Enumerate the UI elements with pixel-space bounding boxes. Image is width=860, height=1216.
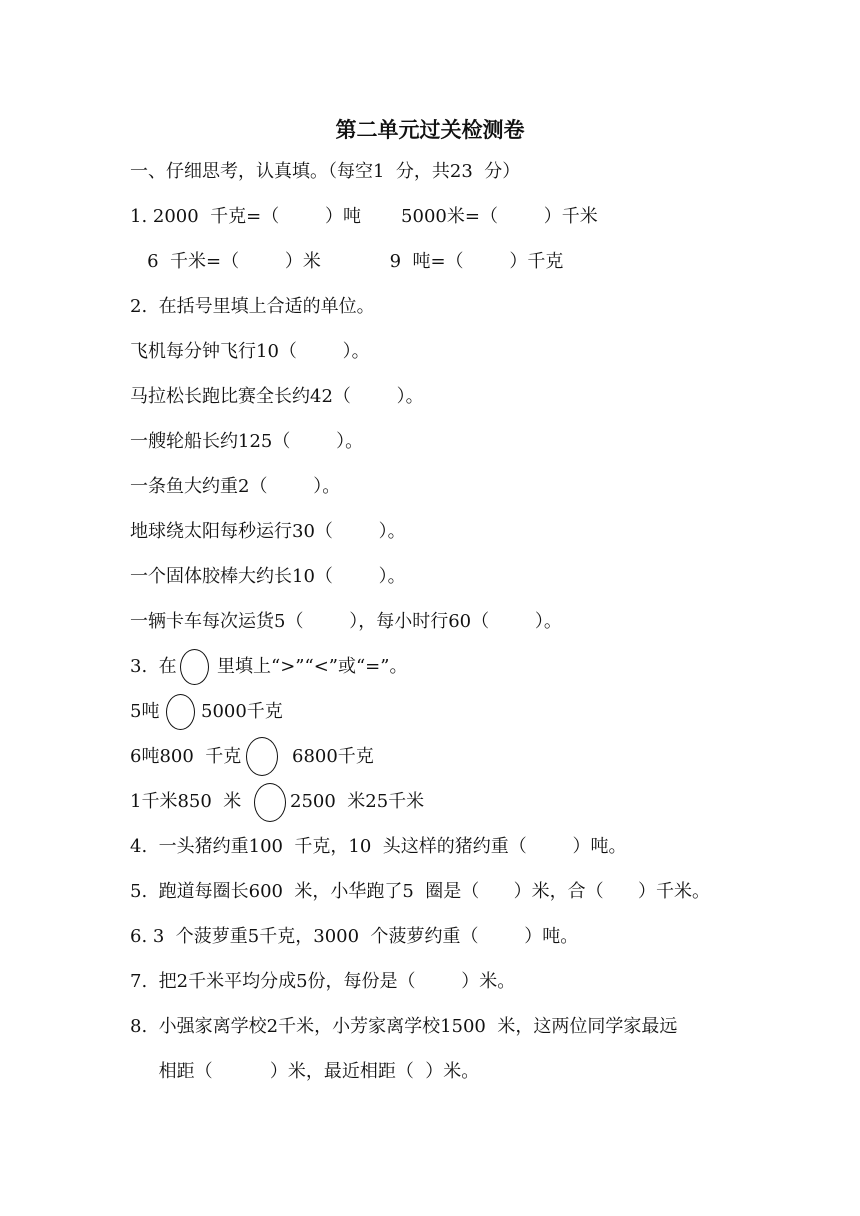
compare-left-1: 5吨: [130, 701, 160, 722]
section-heading: 一、仔细思考，认真填。（每空1 分，共23 分）: [130, 161, 521, 182]
question-6: 6. 3 个菠萝重5千克，3000 个菠萝约重（ ）吨。: [130, 926, 579, 947]
compare-left-2: 6吨800 千克: [130, 746, 242, 767]
question-2-item-fish: 一条鱼大约重2（ ）。: [130, 476, 341, 497]
page-title: 第二单元过关检测卷: [335, 118, 525, 142]
question-2-item-airplane: 飞机每分钟飞行10（ ）。: [130, 341, 370, 362]
compare-oval-2[interactable]: [246, 737, 278, 776]
question-4: 4. 一头猪约重100 千克，10 头这样的猪约重（ ）吨。: [130, 836, 627, 857]
compare-right-3: 2500 米25千米: [290, 791, 425, 812]
question-8-line-2: 相距（ ）米，最近相距（ ）米。: [130, 1061, 480, 1082]
question-3-heading-post: 里填上“>”“<”或“=”。: [217, 656, 408, 677]
compare-oval-example: [180, 649, 209, 685]
question-1-line-1: 1. 2000 千克=（ ）吨 5000米=（ ）千米: [130, 206, 598, 227]
question-2-item-earth: 地球绕太阳每秒运行30（ ）。: [130, 521, 406, 542]
question-5: 5. 跑道每圈长600 米，小华跑了5 圈是（ ）米，合（ ）千米。: [130, 881, 710, 902]
question-2-item-ship: 一艘轮船长约125（ ）。: [130, 431, 364, 452]
question-2-item-marathon: 马拉松长跑比赛全长约42（ ）。: [130, 386, 424, 407]
question-3-heading-pre: 3. 在: [130, 656, 177, 677]
question-2-item-glue-stick: 一个固体胶棒大约长10（ ）。: [130, 566, 406, 587]
question-2-heading: 2. 在括号里填上合适的单位。: [130, 296, 375, 317]
compare-oval-1[interactable]: [166, 694, 195, 730]
compare-right-2: 6800千克: [292, 746, 374, 767]
question-2-item-truck: 一辆卡车每次运货5（ ），每小时行60（ ）。: [130, 611, 562, 632]
question-8-line-1: 8. 小强家离学校2千米，小芳家离学校1500 米，这两位同学家最远: [130, 1016, 678, 1037]
question-1-line-2: 6 千米=（ ）米 9 吨=（ ）千克: [130, 251, 564, 272]
compare-oval-3[interactable]: [254, 783, 286, 822]
question-7: 7. 把2千米平均分成5份，每份是（ ）米。: [130, 971, 516, 992]
compare-left-3: 1千米850 米: [130, 791, 242, 812]
compare-right-1: 5000千克: [201, 701, 283, 722]
